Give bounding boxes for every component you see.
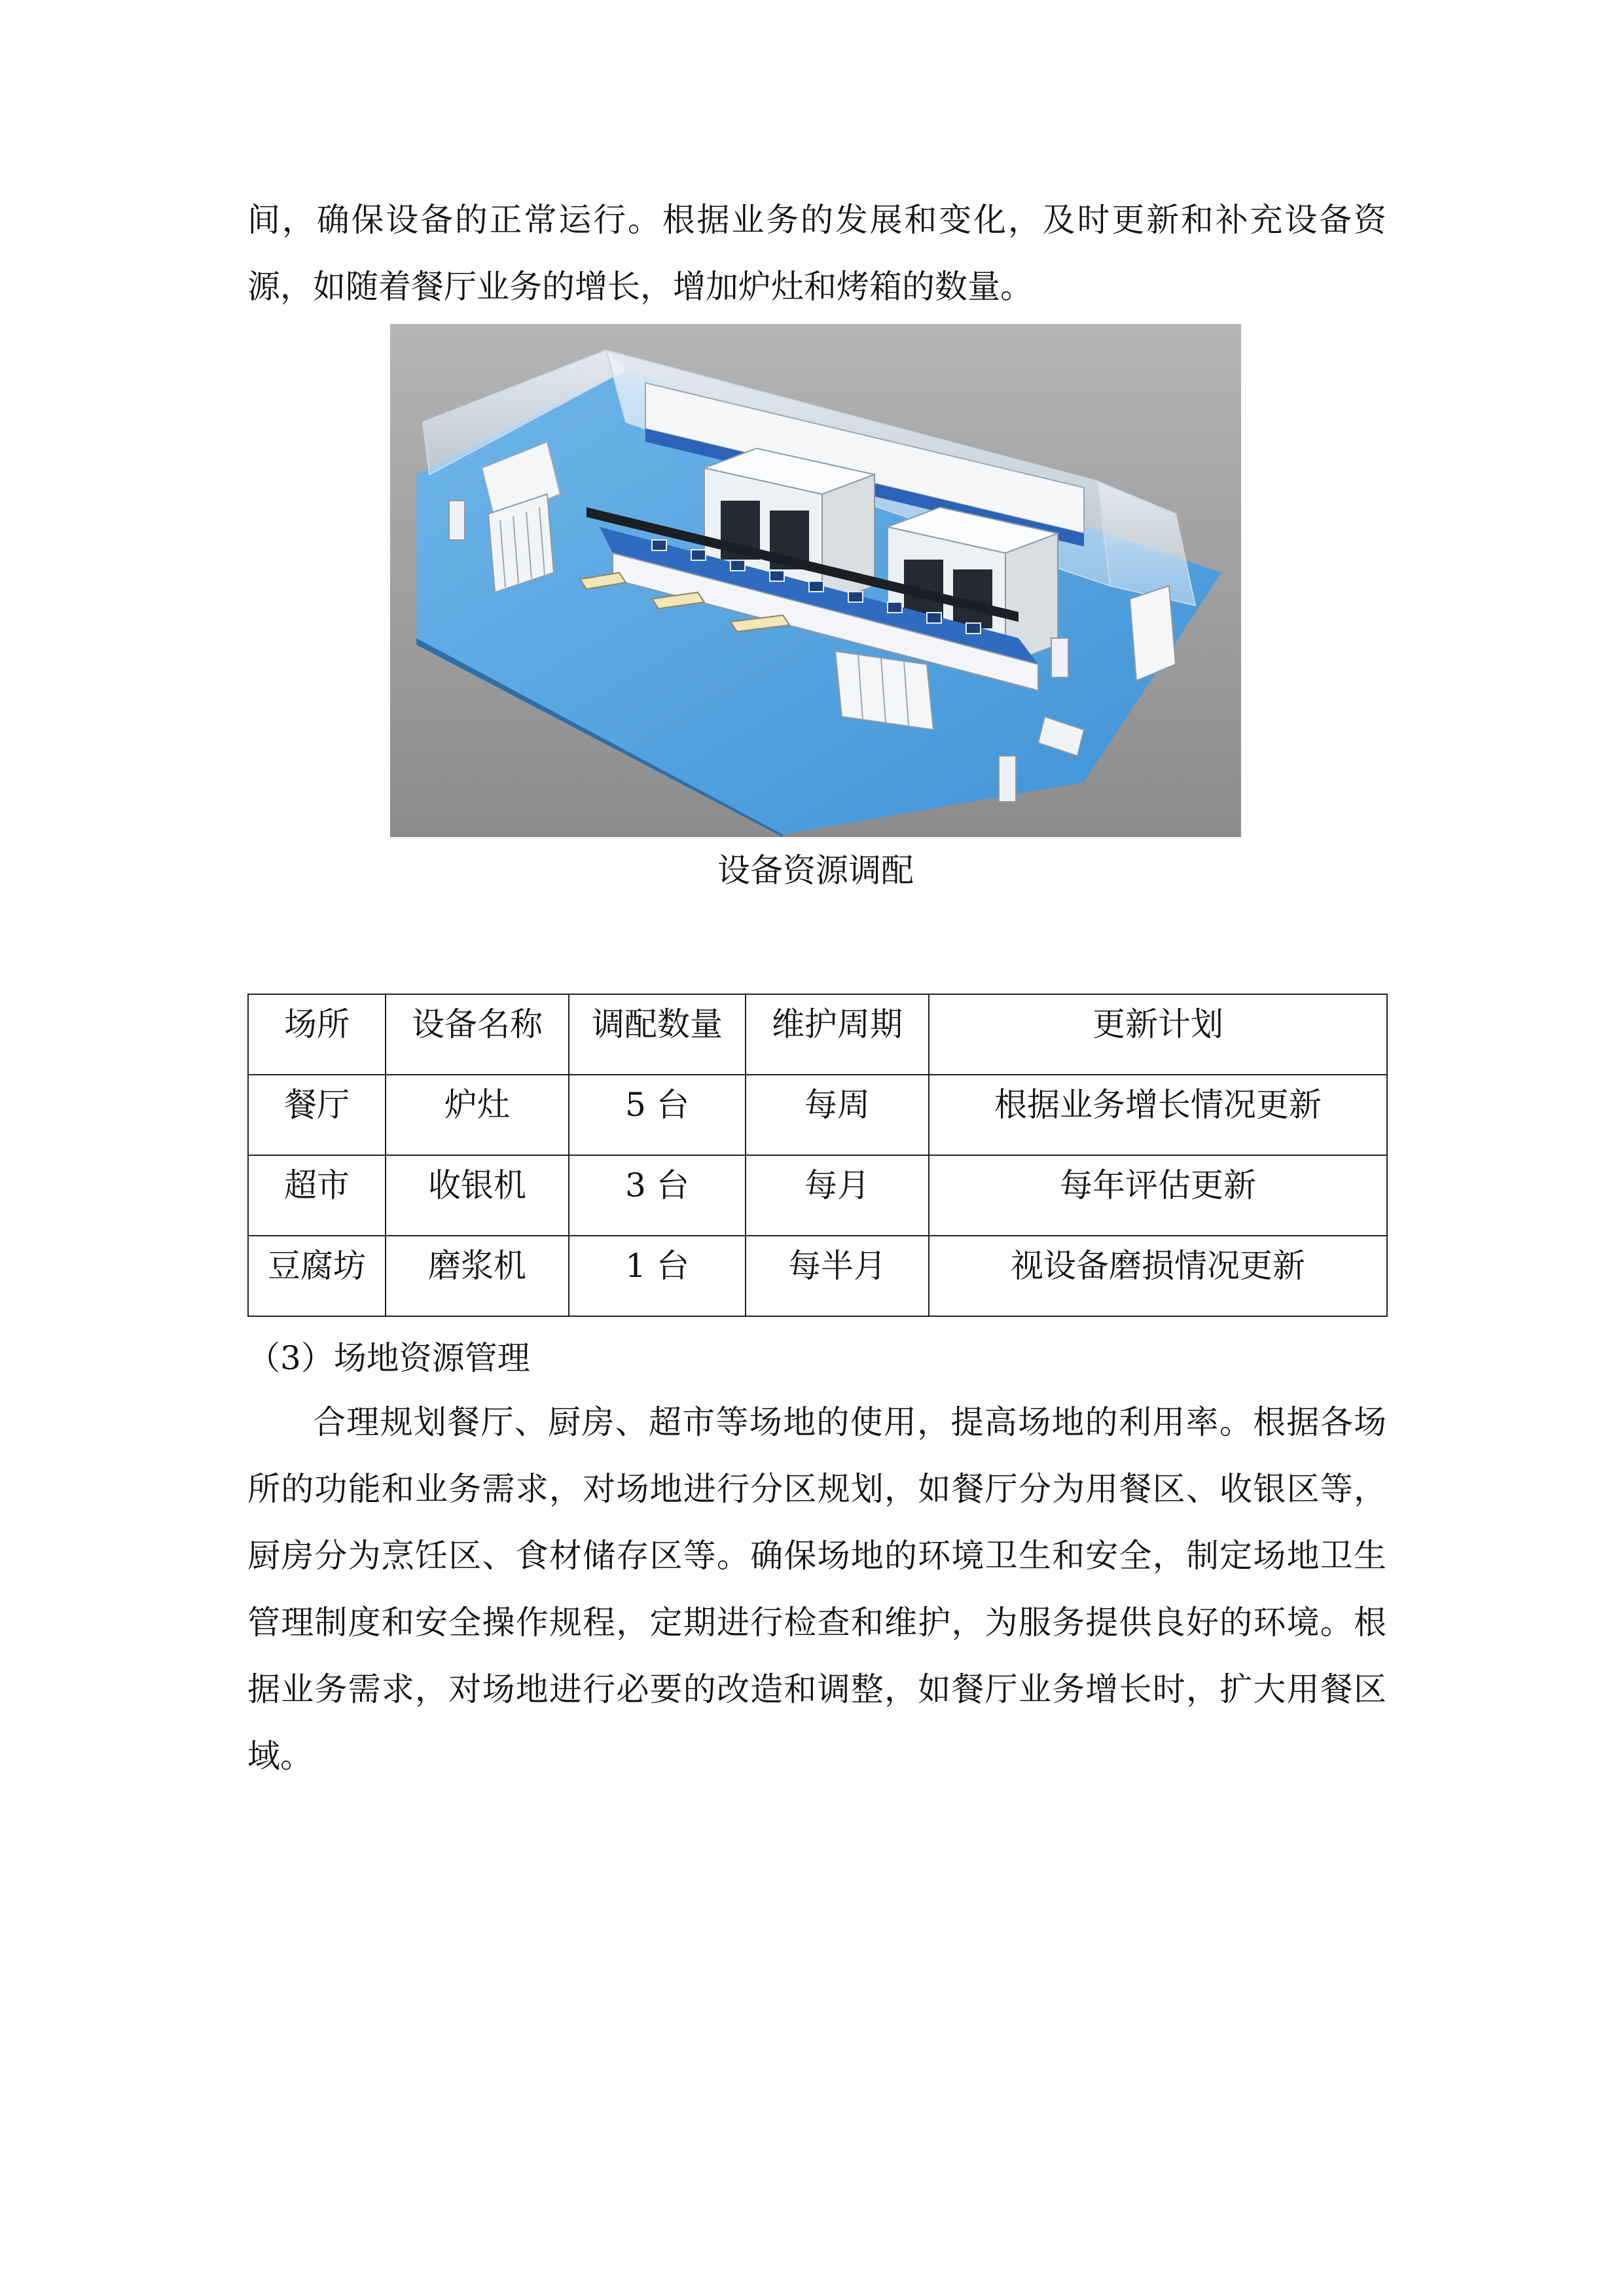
equipment-layout-figure [390,324,1241,837]
table-row [248,1075,1387,1155]
header-cell-location: 场所 [248,994,386,1075]
table-cell: 超市 [248,1155,386,1236]
intro-paragraph: 间，确保设备的正常运行。根据业务的发展和变化，及时更新和补充设备资源，如随着餐厅业务的增长，增加炉灶和烤箱的数量。 [247,201,1386,306]
table-cell: 收银机 [386,1155,569,1236]
table-cell: 餐厅 [248,1075,386,1155]
figure-caption: 设备资源调配 [717,852,914,889]
table-cell: 每半月 [746,1236,929,1316]
table-header-row [248,994,1387,1075]
header-cell-update-plan: 更新计划 [929,994,1387,1075]
table-cell: 磨浆机 [386,1236,569,1316]
header-cell-maintenance: 维护周期 [746,994,929,1075]
table-cell: 5 台 [569,1075,746,1155]
table-cell: 根据业务增长情况更新 [929,1075,1387,1155]
equipment-allocation-table [247,994,1388,1317]
header-cell-equipment: 设备名称 [386,994,569,1075]
table-cell: 每周 [746,1075,929,1155]
table-cell: 每月 [746,1155,929,1236]
table-row [248,1236,1387,1316]
header-cell-quantity: 调配数量 [569,994,746,1075]
section-heading: （3）场地资源管理 [247,1339,530,1377]
equipment-layout-illustration [390,324,1241,837]
table-cell: 1 台 [569,1236,746,1316]
table-cell: 视设备磨损情况更新 [929,1236,1387,1316]
table-row [248,1155,1387,1236]
table-cell: 每年评估更新 [929,1155,1387,1236]
table-cell: 3 台 [569,1155,746,1236]
section-paragraph: 合理规划餐厅、厨房、超市等场地的使用，提高场地的利用率。根据各场所的功能和业务需求，对场地进行分区规划，如餐厅分为用餐区、收银区等，厨房分为烹饪区、食材储存区等。确保场地的环境卫生和安全，制定场地卫生管理制度和安全操作规程，定期进行检查和维护，为服务提供良好的环境。根据业务需求，对场地进行必要的改造和调整，如餐厅业务增长时，扩大用餐区域。 [247,1403,1386,1775]
table-cell: 炉灶 [386,1075,569,1155]
table-cell: 豆腐坊 [248,1236,386,1316]
